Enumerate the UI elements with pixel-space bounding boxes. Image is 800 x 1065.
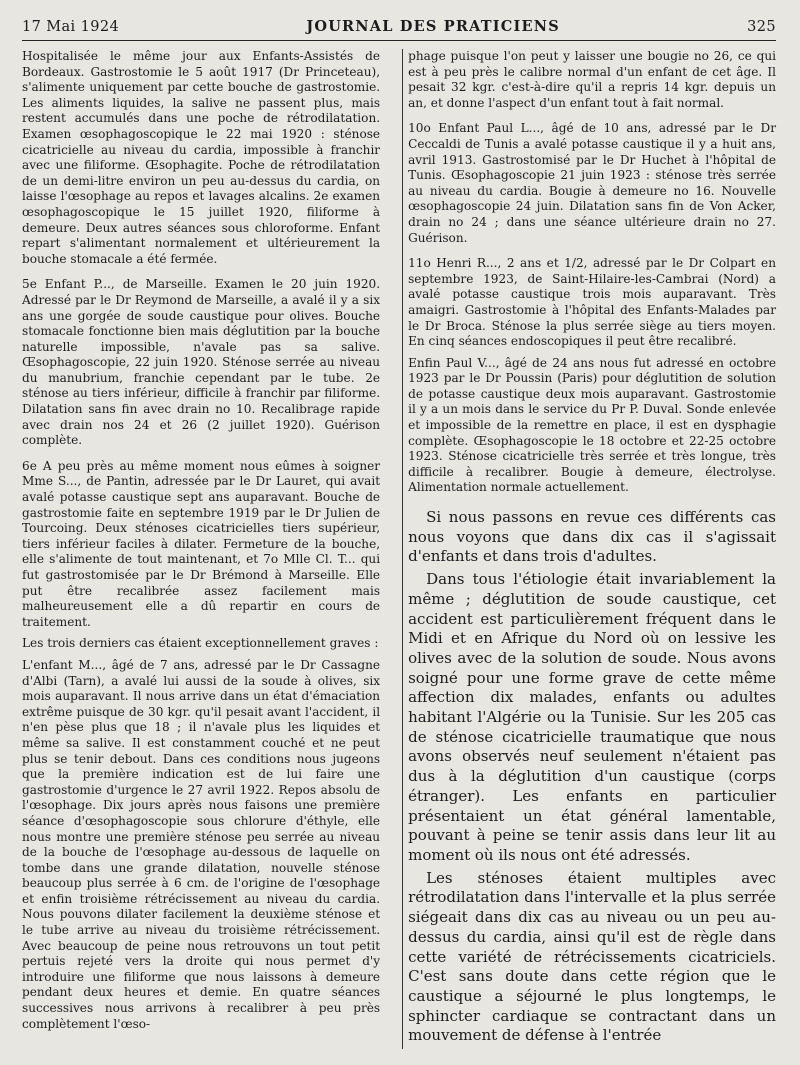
page-header [22, 18, 776, 41]
paragraph: Hospitalisée le même jour aux Enfants-Assistés de Bordeaux. Gastrostomie le 5 août 1917 (Dr Princeteau), s'alimente uniquement par cette bouche de gastrostomie. Les aliments liquides, la salive ne passent plus, mais restent accumulés dans une poche de rétrodilatation. Examen œsophagoscopique le 22 mai 1920 : sténose cicatricielle au niveau du cardia, impossible à franchir avec une filiforme. Œsophagite. Poche de rétrodilatation de un demi-litre environ un peu au-dessus du cardia, on laisse l'œsophage au repos et lavages alcalins. 2e examen œsophagoscopique le 15 juillet 1920, filiforme à demeure. Deux autres séances sous chloroforme. Enfant repart s'alimentant normalement et ultérieurement la bouche stomacale a été fermée. [22, 49, 381, 266]
right-column [394, 49, 776, 1049]
paragraph: L'enfant M..., âgé de 7 ans, adressé par le Dr Cassagne d'Albi (Tarn), a avalé lui aussi de la soude à olives, six mois auparavant. Il nous arrive dans un état d'émaciation extrême puisque de 30 kgr. qu'il pesait avant l'accident, il n'en pèse plus que 18 ; il n'avale plus les liquides et même sa salive. Il est constamment couché et ne peut plus se tenir debout. Dans ces conditions nous jugeons que la première indication est de lui faire une gastrostomie d'urgence le 27 avril 1922. Repos absolu de l'œsophage. Dix jours après nous faisons une première séance d'œsophagoscopie sous chlorure d'éthyle, elle nous montre une première sténose peu serrée au niveau de la bouche de l'œsophage au-dessous de laquelle on tombe dans une grande dilatation, nouvelle sténose beaucoup plus serrée à 6 cm. de l'origine de l'œsophage et enfin troisième rétrécissement au niveau du cardia. Nous pouvons dilater facilement la deuxième sténose et le tube arrive au niveau du troisième rétrécissement. Avec beaucoup de peine nous retrouvons un tout petit pertuis rejeté vers la droite qui nous permet d'y introduire une filiforme que nous laissons à demeure pendant deux heures et demie. En quatre séances successives nous arrivons à recalibrer à peu près complètement l'œso- [22, 657, 381, 1031]
paragraph: 11o Henri R..., 2 ans et 1/2, adressé par le Dr Colpart en septembre 1923, de Saint-Hilaire-les-Cambrai (Nord) a avalé potasse caustique trois mois auparavant. Très amaigri. Gastrostomie à l'hôpital des Enfants-Malades par le Dr Broca. Sténose la plus serrée siège au tiers moyen. En cinq séances endoscopiques il peut être recalibré. [408, 256, 776, 349]
paragraph: Si nous passons en revue ces différents cas nous voyons que dans dix cas il s'agissait d'enfants et dans trois d'adultes. [408, 508, 776, 566]
paragraph: Les sténoses étaient multiples avec rétrodilatation dans l'intervalle et la plus serrée siégeait dans dix cas au niveau ou un peu au-dessus du cardia, ainsi qu'il est de règle dans cette variété de rétrécissements cicatriciels. C'est sans doute dans cette région que le caustique a séjourné le plus longtemps, le sphincter cardiaque se contractant dans un mouvement de défense à l'entrée [408, 868, 776, 1045]
journal-title: JOURNAL DES PRATICIENS [306, 18, 560, 35]
text-columns [22, 49, 776, 1049]
issue-date: 17 Mai 1924 [22, 19, 120, 35]
paragraph: 5e Enfant P..., de Marseille. Examen le 20 juin 1920. Adressé par le Dr Reymond de Marseille, a avalé il y a six ans une gorgée de soude caustique pour olives. Bouche stomacale fonctionne bien mais déglutition par la bouche naturelle impossible, n'avale pas sa salive. Œsophagoscopie, 22 juin 1920. Sténose serrée au niveau du manubrium, franchie cependant par le tube. 2e sténose au tiers inférieur, difficile à franchir par filiforme. Dilatation sans fin avec drain no 10. Recalibrage rapide avec drain nos 24 et 26 (2 juillet 1920). Guérison complète. [22, 277, 381, 448]
paragraph: 6e A peu près au même moment nous eûmes à soigner Mme S..., de Pantin, adressée par le Dr Lauret, qui avait avalé potasse caustique sept ans auparavant. Bouche de gastrostomie faite en septembre 1919 par le Dr Julien de Tourcoing. Deux sténoses cicatricielles tiers supérieur, tiers inférieur faciles à dilater. Fermeture de la bouche, elle s'alimente de tout maintenant, et 7o Mlle Cl. T... qui fut gastrostomisée par le Dr Brémond à Marseille. Elle put être recalibrée assez facilement mais malheureusement elle a dû repartir en cours de traitement. [22, 458, 381, 629]
paragraph: phage puisque l'on peut y laisser une bougie no 26, ce qui est à peu près le calibre normal d'un enfant de cet âge. Il pesait 32 kgr. c'est-à-dire qu'il a repris 14 kgr. depuis un an, et donne l'aspect d'un enfant tout à fait normal. [408, 49, 776, 110]
column-divider [402, 49, 403, 1049]
left-column [22, 49, 394, 1049]
paragraph: Enfin Paul V..., âgé de 24 ans nous fut adressé en octobre 1923 par le Dr Poussin (Paris) pour déglutition de solution de potasse caustique deux mois auparavant. Gastrostomie il y a un mois dans le service du Pr P. Duval. Sonde enlevée et impossible de la remettre en place, il est en dysphagie complète. Œsophagoscopie le 18 octobre et 22-25 octobre 1923. Sténose cicatricielle très serrée et très longue, très difficile à recalibrer. Bougie à demeure, électrolyse. Alimentation normale actuellement. [408, 355, 776, 495]
paragraph: 10o Enfant Paul L..., âgé de 10 ans, adressé par le Dr Ceccaldi de Tunis a avalé potasse caustique il y a huit ans, avril 1913. Gastrostomisé par le Dr Huchet à l'hôpital de Tunis. Œsophagoscopie 21 juin 1923 : sténose très serrée au niveau du cardia. Bougie à demeure no 16. Nouvelle œsophagoscopie 24 juin. Dilatation sans fin de Von Acker, drain no 24 ; dans une séance ultérieure drain no 27. Guérison. [408, 121, 776, 245]
paragraph: Dans tous l'étiologie était invariablement la même ; déglutition de soude caustique, cet accident est particulièrement fréquent dans le Midi et en Afrique du Nord où on lessive les olives avec de la solution de soude. Nous avons soigné pour une forme grave de cette même affection dix malades, enfants ou adultes habitant l'Algérie ou la Tunisie. Sur les 205 cas de sténose cicatricielle traumatique que nous avons observés neuf seulement n'étaient pas dus à la déglutition d'un caustique (corps étranger). Les enfants en particulier présentaient un état général lamentable, pouvant à peine se tenir assis dans leur lit au moment où ils nous ont été adressés. [408, 570, 776, 864]
paragraph: Les trois derniers cas étaient exceptionnellement graves : [22, 636, 379, 651]
page-number: 325 [747, 19, 776, 35]
